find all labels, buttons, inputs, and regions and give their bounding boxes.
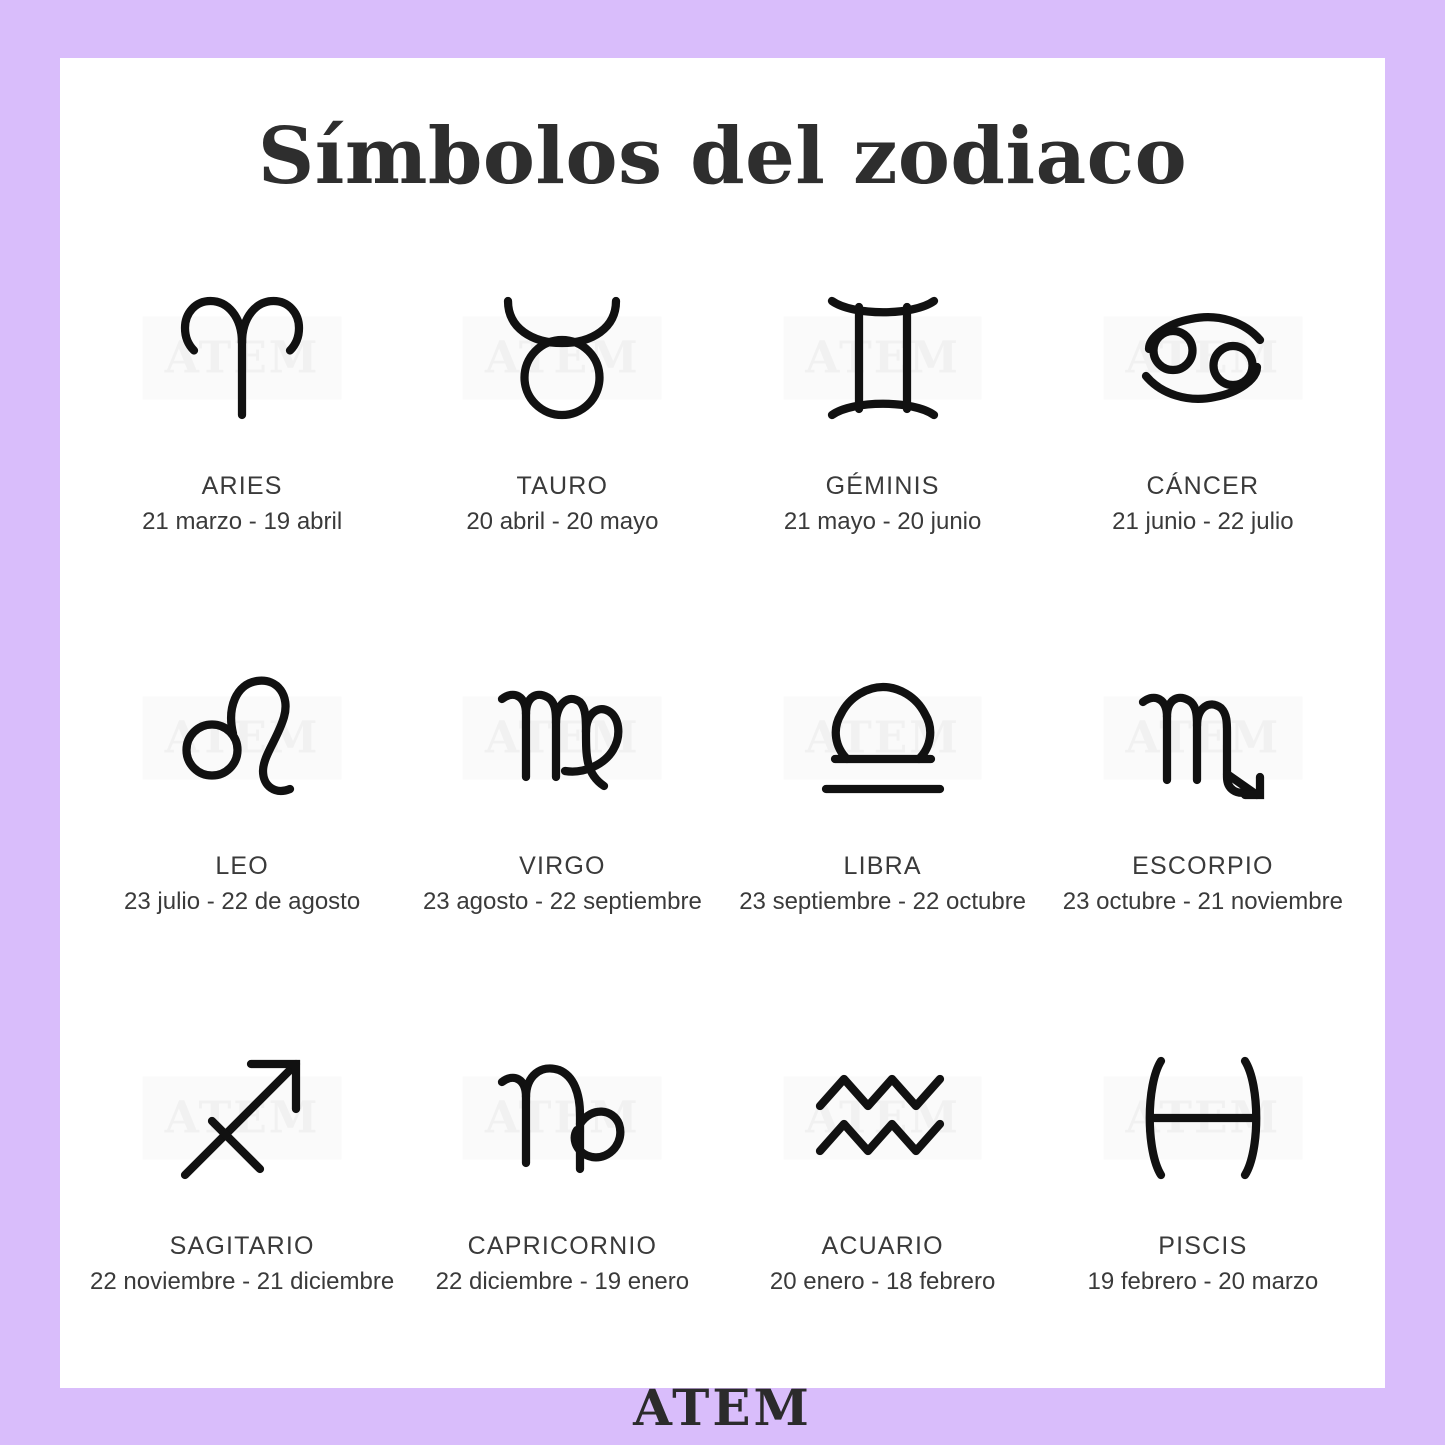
sign-name: ESCORPIO [1132, 851, 1274, 880]
sign-name: ARIES [201, 471, 283, 500]
capricorn-icon [487, 1043, 637, 1193]
watermark-text: ATEM [143, 1076, 342, 1159]
zodiac-cell-aries [82, 258, 402, 638]
glyph-container [773, 638, 993, 838]
glyph-container [773, 258, 993, 458]
watermark-text: ATEM [143, 696, 342, 779]
watermark-text: ATEM [1104, 696, 1303, 779]
leo-icon [167, 663, 317, 813]
sign-dates: 21 marzo - 19 abril [142, 507, 343, 535]
sagittarius-icon [167, 1043, 317, 1193]
sign-name: ACUARIO [821, 1231, 944, 1260]
glyph-container [452, 638, 672, 838]
glyph-container [773, 1018, 993, 1218]
watermark-text: ATEM [783, 316, 982, 399]
zodiac-poster [60, 58, 1385, 1388]
zodiac-cell-tauro [402, 258, 722, 638]
sign-name: LEO [215, 851, 269, 880]
glyph-container [1093, 258, 1313, 458]
gemini-icon [808, 283, 958, 433]
sign-name: SAGITARIO [169, 1231, 315, 1260]
sign-dates: 19 febrero - 20 marzo [1087, 1267, 1319, 1295]
glyph-container [132, 638, 352, 838]
sign-name: GÉMINIS [825, 471, 940, 500]
sign-name: CÁNCER [1146, 471, 1260, 500]
zodiac-cell-sagitario [82, 1018, 402, 1398]
sign-name: LIBRA [843, 851, 922, 880]
sign-dates: 22 diciembre - 19 enero [435, 1267, 690, 1295]
sign-dates: 21 junio - 22 julio [1112, 507, 1294, 535]
sign-name: VIRGO [519, 851, 606, 880]
sign-dates: 21 mayo - 20 junio [783, 507, 982, 535]
glyph-container [1093, 638, 1313, 838]
sign-dates: 23 agosto - 22 septiembre [422, 887, 702, 915]
sign-dates: 20 enero - 18 febrero [769, 1267, 996, 1295]
libra-icon [808, 663, 958, 813]
watermark-text: ATEM [783, 696, 982, 779]
sign-dates: 23 octubre - 21 noviembre [1062, 887, 1343, 915]
watermark-text: ATEM [463, 316, 662, 399]
zodiac-cell-piscis [1043, 1018, 1363, 1398]
sign-name: TAURO [516, 471, 609, 500]
zodiac-cell-libra [723, 638, 1043, 1018]
virgo-icon [487, 663, 637, 813]
scorpio-icon [1128, 663, 1278, 813]
page-title: Símbolos del zodiaco [257, 111, 1188, 202]
watermark-text: ATEM [783, 1076, 982, 1159]
watermark-text: ATEM [1104, 1076, 1303, 1159]
glyph-container [132, 1018, 352, 1218]
watermark-text: ATEM [1104, 316, 1303, 399]
brand-logo: ATEM [633, 1378, 812, 1437]
glyph-container [452, 258, 672, 458]
glyph-container [132, 258, 352, 458]
zodiac-cell-acuario [723, 1018, 1043, 1398]
aries-icon [167, 283, 317, 433]
zodiac-cell-virgo [402, 638, 722, 1018]
zodiac-cell-capricornio [402, 1018, 722, 1398]
sign-name: CAPRICORNIO [467, 1231, 658, 1260]
watermark-text: ATEM [463, 1076, 662, 1159]
pisces-icon [1128, 1043, 1278, 1193]
sign-dates: 20 abril - 20 mayo [466, 507, 659, 535]
aquarius-icon [808, 1043, 958, 1193]
zodiac-cell-escorpio [1043, 638, 1363, 1018]
zodiac-cell-geminis [723, 258, 1043, 638]
glyph-container [1093, 1018, 1313, 1218]
zodiac-cell-leo [82, 638, 402, 1018]
zodiac-grid [60, 258, 1385, 1398]
watermark-text: ATEM [463, 696, 662, 779]
sign-dates: 22 noviembre - 21 diciembre [90, 1267, 395, 1295]
zodiac-cell-cancer [1043, 258, 1363, 638]
sign-dates: 23 septiembre - 22 octubre [739, 887, 1027, 915]
glyph-container [452, 1018, 672, 1218]
sign-name: PISCIS [1158, 1231, 1248, 1260]
sign-dates: 23 julio - 22 de agosto [124, 887, 361, 915]
cancer-icon [1128, 283, 1278, 433]
taurus-icon [487, 283, 637, 433]
watermark-text: ATEM [143, 316, 342, 399]
